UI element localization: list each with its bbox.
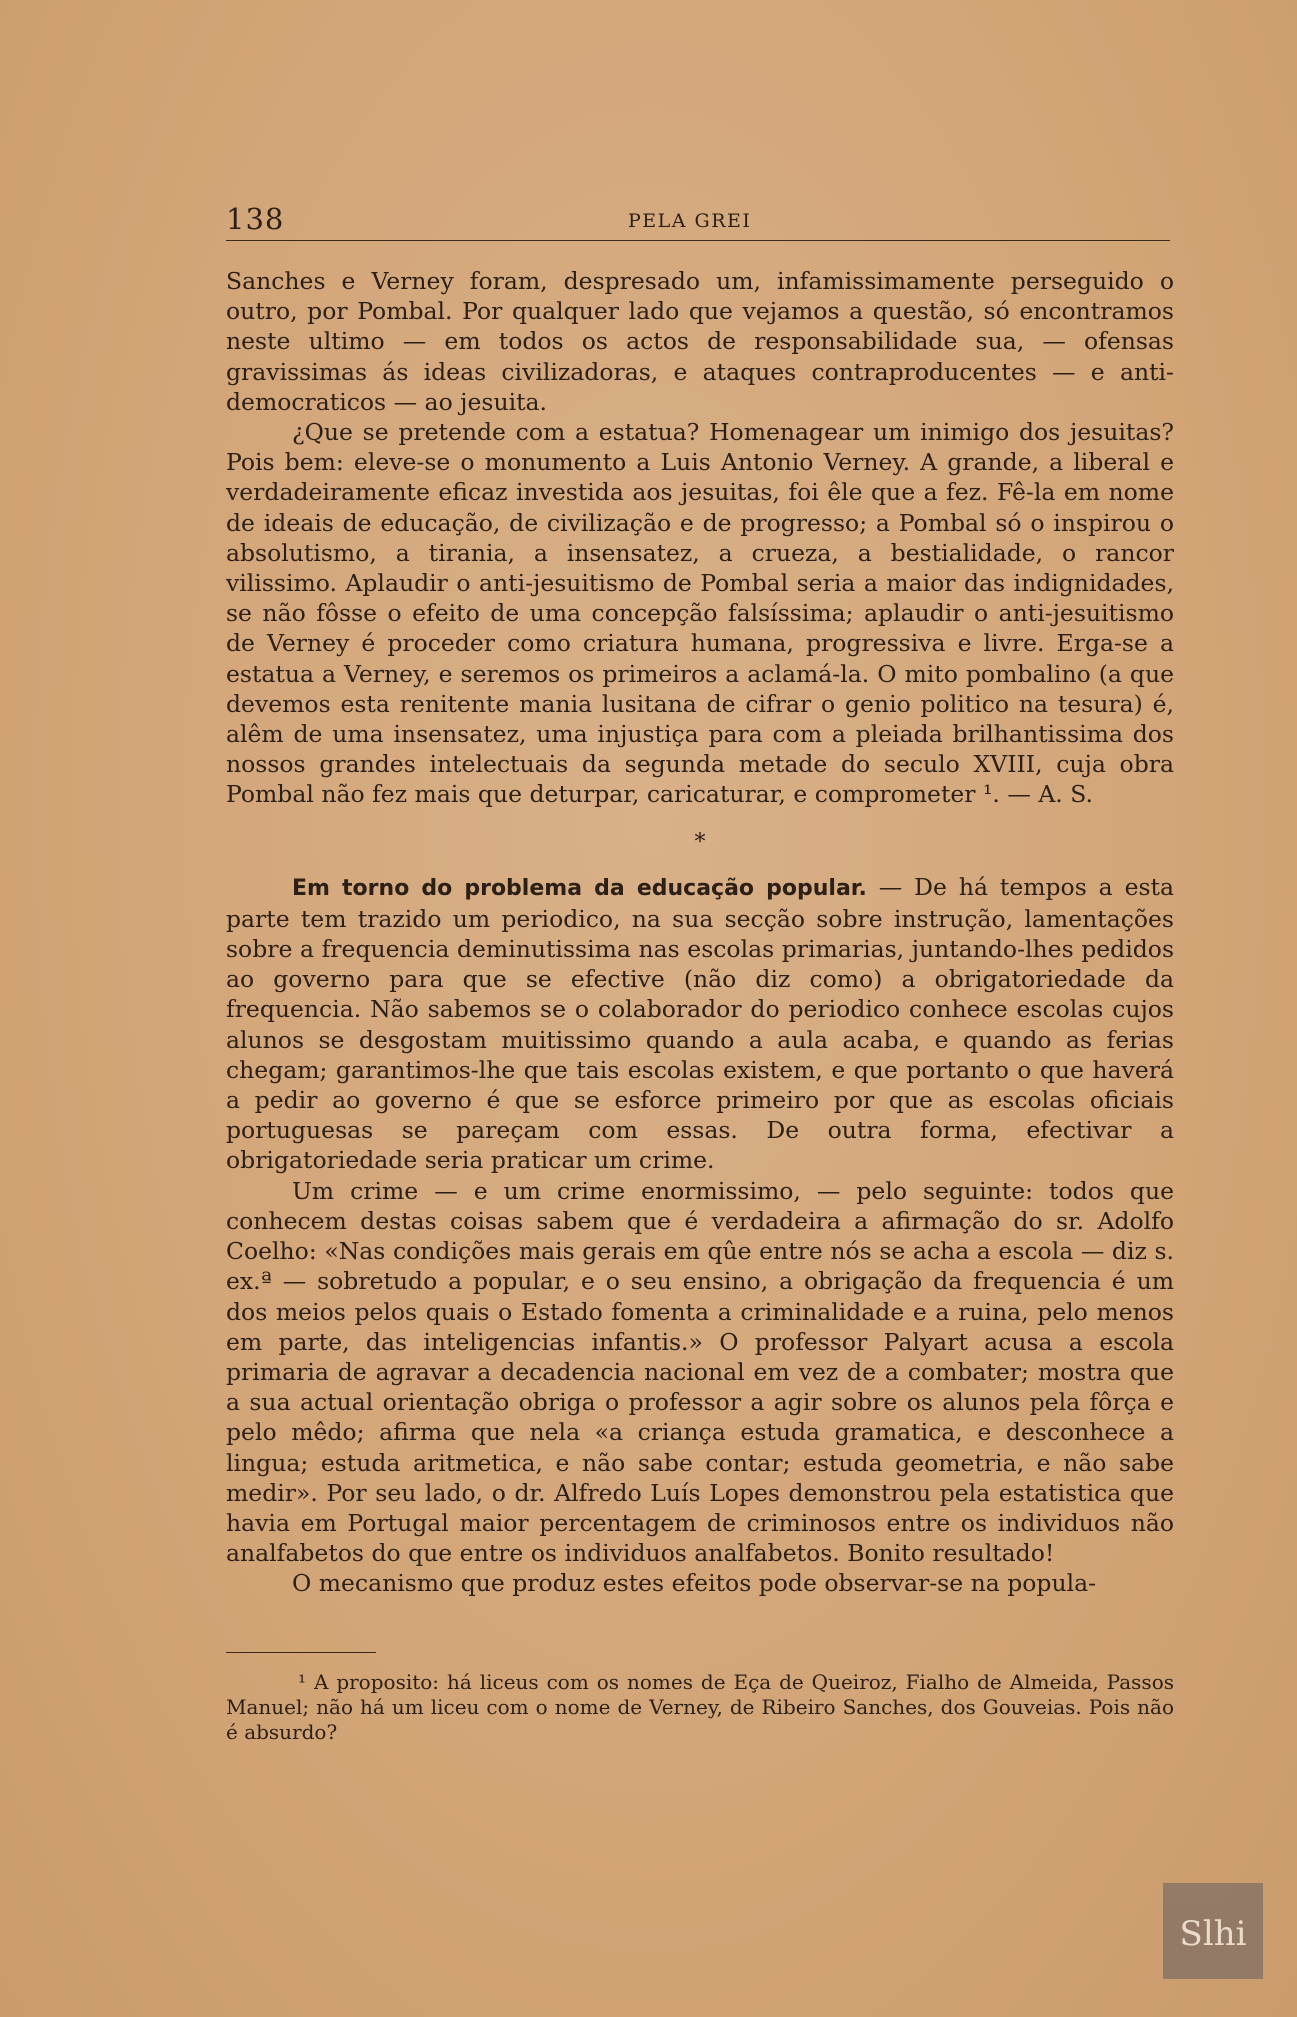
page-header: [226, 200, 1170, 241]
paragraph-verney: Sanches e Verney foram, despresado um, infamissimamente perseguido o outro, por Pombal. Por qualquer lado que vejamos a questão, só encontramos neste ultimo — em todos os actos de responsabilidade sua, — ofensas gravissimas ás ideas civilizadoras, e ataques contraproducentes — e anti-democraticos — ao jesuita.: [226, 267, 1174, 416]
footnote-text: ¹ A proposito: há liceus com os nomes de Eça de Queiroz, Fialho de Almeida, Passos Manuel; não há um liceu com o nome de Verney, de Ribeiro Sanches, dos Gouveias. Pois não é absurdo?: [226, 1670, 1174, 1744]
paragraph-crime: Um crime — e um crime enormissimo, — pelo seguinte: todos que conhecem destas coisas sabem que é verdadeira a afirmação do sr. Adolfo Coelho: «Nas condições mais gerais em qûe entre nós se acha a escola — diz s. ex.ª — sobretudo a popular, e o seu ensino, a obrigação da frequencia é um dos meios pelos quais o Estado fomenta a criminalidade e a ruina, pelo menos em parte, das inteligencias infantis.» O professor Palyart acusa a escola primaria de agravar a decadencia nacional em vez de a combater; mostra que a sua actual orientação obriga o professor a agir sobre os alunos pela fôrça e pelo mêdo; afirma que nela «a criança estuda gramatica, e desconhece a lingua; estuda aritmetica, e não sabe contar; estuda geometria, e não sabe medir». Por seu lado, o dr. Alfredo Luís Lopes demonstrou pela estatistica que havia em Portugal maior percentagem de criminosos entre os individuos não analfabetos do que entre os individuos analfabetos. Bonito resultado!: [226, 1176, 1174, 1568]
footnote: [226, 1670, 1174, 1745]
paragraph-education: [226, 872, 1174, 1176]
page-number: 138: [226, 202, 285, 236]
section-title: Em torno do problema da educação popular.: [292, 875, 867, 901]
slhi-logo-mark: [1163, 1883, 1263, 1979]
paragraph-statue: ¿Que se pretende com a estatua? Homenagear um inimigo dos jesuitas? Pois bem: eleve-se o monumento a Luis Antonio Verney. A grande, a liberal e verdadeiramente eficaz investida aos jesuitas, foi êle que a fez. Fê-la em nome de ideais de educação, de civilização e de progresso; a Pombal só o inspirou o absolutismo, a tirania, a insensatez, a crueza, a bestialidade, o rancor vilissimo. Aplaudir o anti-jesuitismo de Pombal seria a maior das indignidades, se não fôsse o efeito de uma concepção falsíssima; aplaudir o anti-jesuitismo de Verney é proceder como criatura humana, progressiva e livre. Erga-se a estatua a Verney, e seremos os primeiros a aclamá-la. O mito pombalino (a que devemos esta renitente mania lusitana de cifrar o genio politico na tesura) é, alêm de uma insensatez, uma injustiça para com a pleiada brilhantissima dos nossos grandes intelectuais da segunda metade do seculo XVIII, cuja obra Pombal não fez mais que deturpar, caricaturar, e comprometer ¹. — A. S.: [226, 418, 1174, 809]
body-text: [226, 266, 1174, 1599]
running-title: PELA GREI: [628, 210, 752, 232]
section-separator: *: [694, 829, 706, 855]
paragraph-mechanism: O mecanismo que produz estes efeitos pode observar-se na popula-: [292, 1569, 1097, 1598]
slhi-logo-icon: [1163, 1883, 1263, 1979]
svg-text:Slhi: Slhi: [1179, 1914, 1247, 1954]
paragraph-education-text: — De há tempos a esta parte tem trazido um periodico, na sua secção sobre instrução, lamentações sobre a frequencia deminutissima nas escolas primarias, juntando-lhes pedidos ao governo para que se efective (não diz como) a obrigatoriedade da frequencia. Não sabemos se o colaborador do periodico conhece escolas cujos alunos se desgostam muitissimo quando a aula acaba, e quando as ferias chegam; garantimos-lhe que tais escolas existem, e que portanto o que haverá a pedir ao governo é que se esforce primeiro por que as escolas oficiais portuguesas se pareçam com essas. De outra forma, efectivar a obrigatoriedade seria praticar um crime.: [226, 872, 1175, 1175]
footnote-divider: [226, 1652, 376, 1653]
